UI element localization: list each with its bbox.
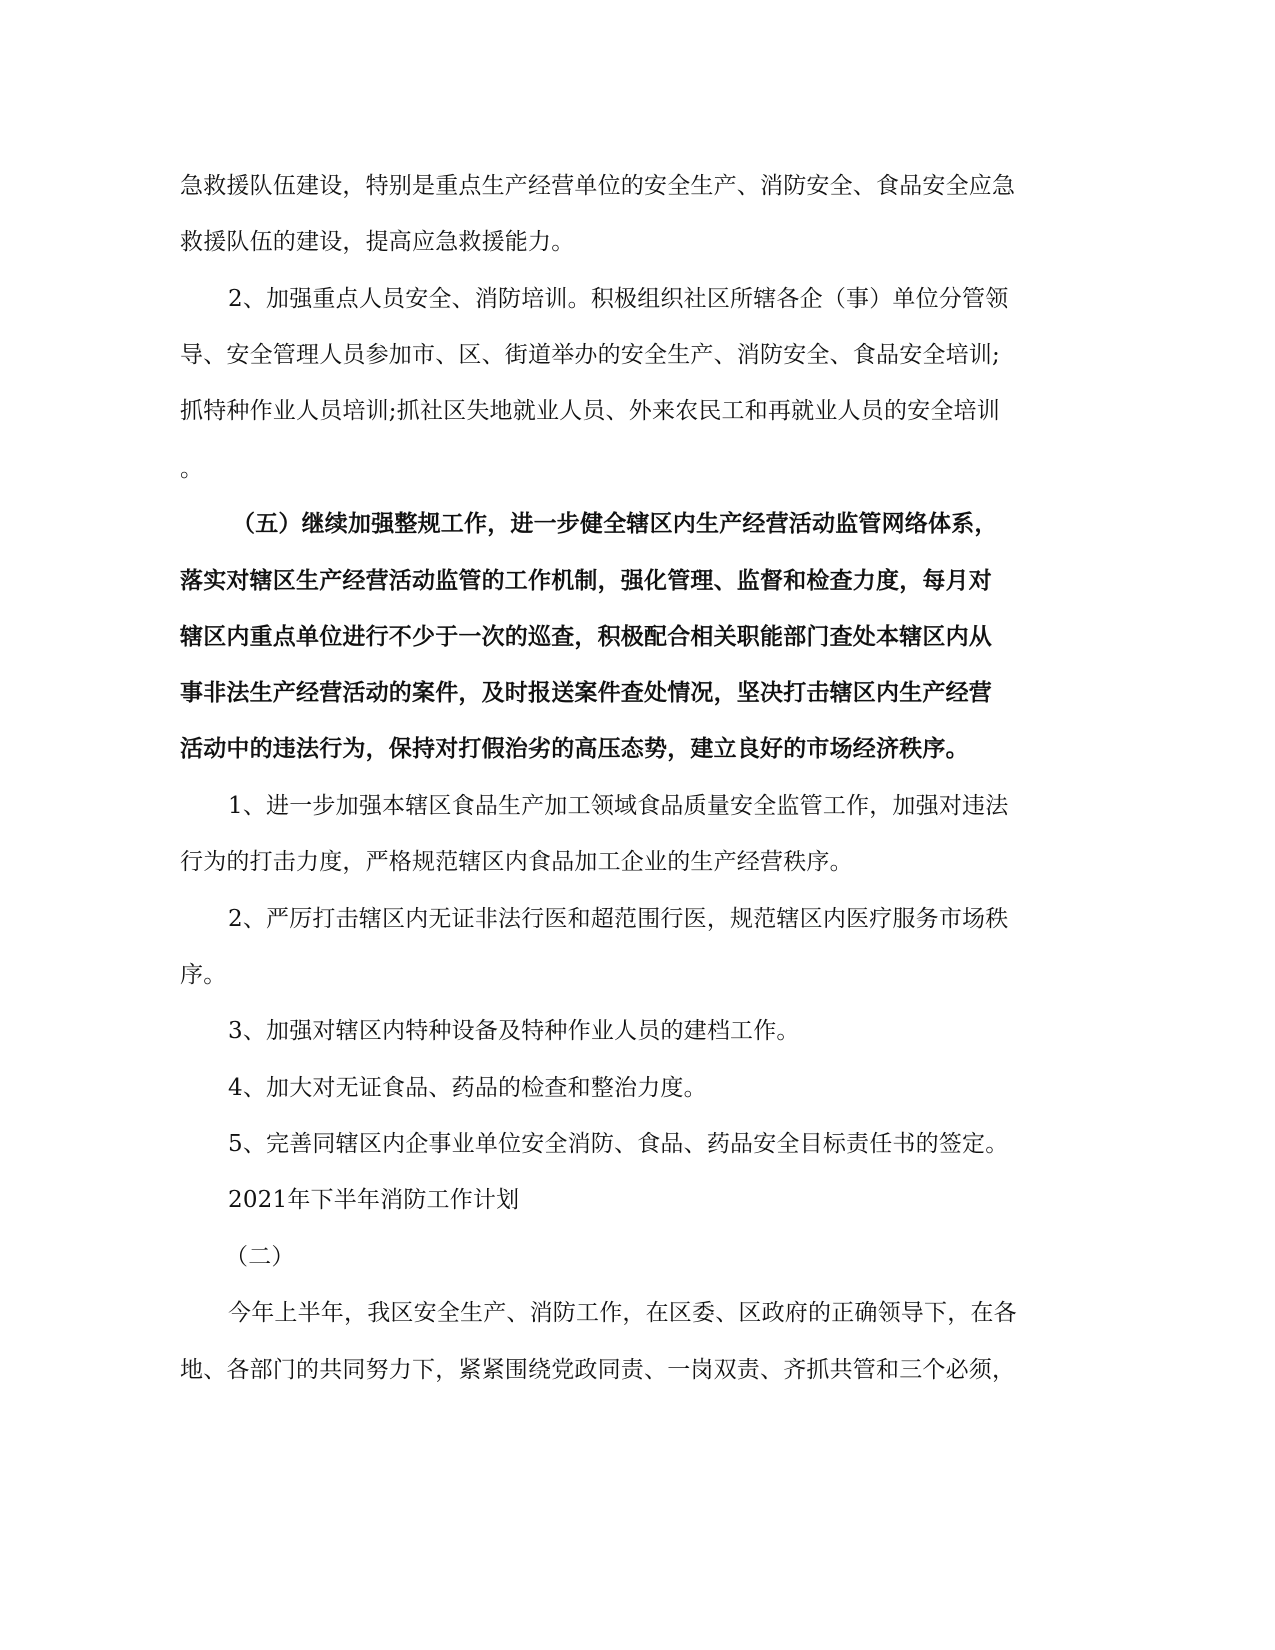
text-line-21: 今年上半年，我区安全生产、消防工作，在区委、区政府的正确领导下，在各	[228, 1300, 1017, 1326]
section-heading-line-1: （五）继续加强整规工作，进一步健全辖区内生产经营活动监管网络体系，	[232, 510, 998, 537]
text-line-2: 救援队伍的建设，提高应急救援能力。	[180, 229, 575, 255]
text-line-1: 急救援队伍建设，特别是重点生产经营单位的安全生产、消防安全、食品安全应急	[180, 173, 1016, 199]
text-line-16: 3、加强对辖区内特种设备及特种作业人员的建档工作。	[228, 1018, 800, 1044]
text-line-4: 导、安全管理人员参加市、区、街道举办的安全生产、消防安全、食品安全培训;	[180, 342, 1000, 368]
text-line-12: 1、进一步加强本辖区食品生产加工领域食品质量安全监管工作，加强对违法	[228, 793, 1009, 819]
text-line-22: 地、各部门的共同努力下，紧紧围绕党政同责、一岗双责、齐抓共管和三个必须，	[180, 1357, 1016, 1383]
text-line-14: 2、严厉打击辖区内无证非法行医和超范围行医，规范辖区内医疗服务市场秩	[228, 906, 1009, 932]
text-line-15: 序。	[180, 962, 227, 988]
text-line-3: 2、加强重点人员安全、消防培训。积极组织社区所辖各企（事）单位分管领	[228, 286, 1009, 312]
section-heading-line-3: 辖区内重点单位进行不少于一次的巡查，积极配合相关职能部门查处本辖区内从	[180, 623, 992, 650]
text-line-18: 5、完善同辖区内企事业单位安全消防、食品、药品安全目标责任书的签定。	[228, 1131, 1009, 1157]
section-number-line: （二）	[225, 1244, 295, 1270]
text-line-17: 4、加大对无证食品、药品的检查和整治力度。	[228, 1075, 707, 1101]
section-heading-line-4: 事非法生产经营活动的案件，及时报送案件查处情况，坚决打击辖区内生产经营	[180, 679, 992, 706]
text-line-6: 。	[180, 456, 204, 482]
text-line-13: 行为的打击力度，严格规范辖区内食品加工企业的生产经营秩序。	[180, 849, 853, 875]
text-line-5: 抓特种作业人员培训;抓社区失地就业人员、外来农民工和再就业人员的安全培训	[180, 398, 1000, 424]
section-heading-line-5: 活动中的违法行为，保持对打假治劣的高压态势，建立良好的市场经济秩序。	[180, 735, 969, 762]
section-heading-line-2: 落实对辖区生产经营活动监管的工作机制，强化管理、监督和检查力度，每月对	[180, 567, 992, 594]
subtitle-line: 2021年下半年消防工作计划	[228, 1187, 520, 1213]
